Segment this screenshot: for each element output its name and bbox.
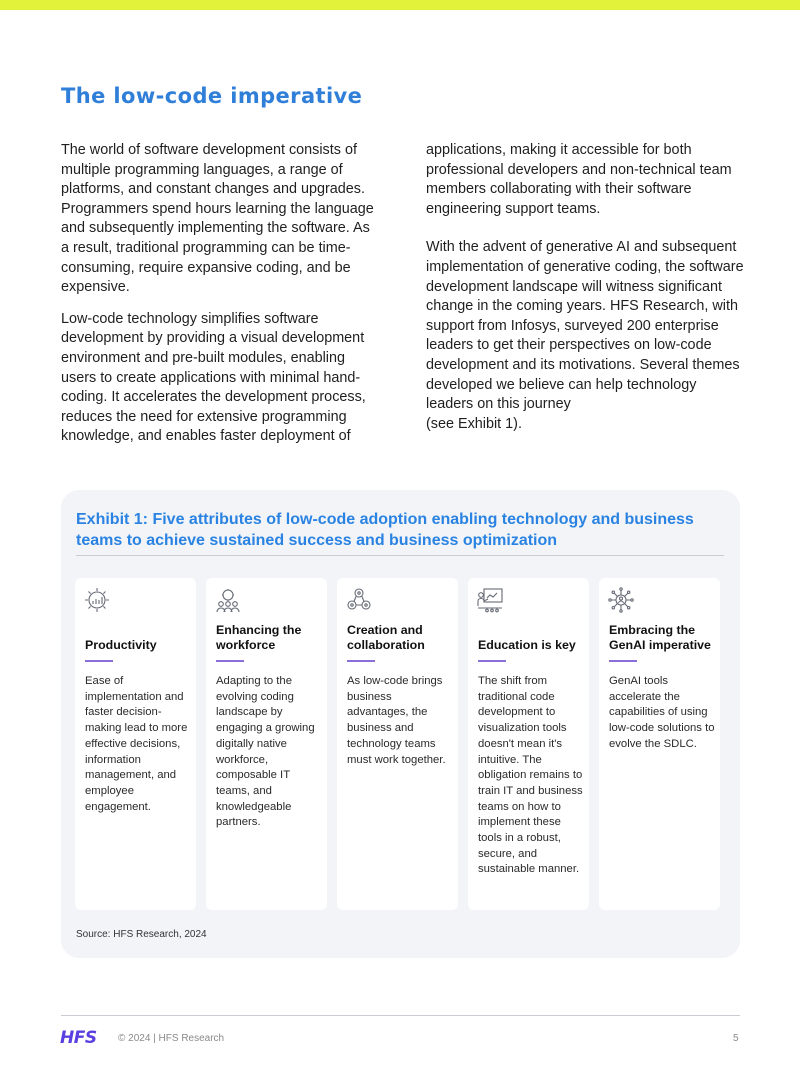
card-accent-line bbox=[347, 660, 375, 662]
attribute-card-workforce bbox=[206, 578, 327, 910]
footer-divider bbox=[61, 1015, 740, 1016]
exhibit-divider bbox=[76, 555, 724, 556]
page-number: 5 bbox=[733, 1033, 739, 1044]
collaboration-icon bbox=[345, 586, 373, 614]
card-title: Creation and collaboration bbox=[347, 622, 425, 653]
page-title: The low-code imperative bbox=[61, 84, 363, 108]
exhibit-title: Exhibit 1: Five attributes of low-code adoption enabling technology and business teams to achieve sustained success and business optimization bbox=[76, 511, 694, 549]
paragraph: Low-code technology simplifies software development by providing a visual development environment and pre-built modules, enabling users to create applications with minimal hand-coding. It accelerates the development process, reduces the need for extensive programming knowledge, and enables faster deployment of bbox=[61, 310, 366, 445]
attribute-card-education bbox=[468, 578, 589, 910]
card-accent-line bbox=[85, 660, 113, 662]
card-accent-line bbox=[478, 660, 506, 662]
exhibit-reference: (see Exhibit 1). bbox=[426, 415, 522, 432]
left-text-column bbox=[61, 141, 379, 459]
card-body: Adapting to the evolving coding landscape by engaging a growing digitally native workforce, composable IT teams, and knowledgeable partners. bbox=[216, 675, 315, 829]
paragraph: applications, making it accessible for both professional developers and non-technical team members collaborating with their software engineering support teams. bbox=[426, 142, 732, 217]
paragraph: The world of software development consists of multiple programming languages, a range of platforms, and constant changes and upgrades. Programmers spend hours learning the language and subsequently implementing the software. As a result, traditional programming can be time-consuming, require expansive coding, and be expensive. bbox=[61, 142, 374, 296]
card-body: As low-code brings business advantages, the business and technology teams must work together. bbox=[347, 675, 446, 766]
card-accent-line bbox=[216, 660, 244, 662]
paragraph-text: With the advent of generative AI and subsequent implementation of generative coding, the software development landscape will witness significant change in the coming years. HFS Research, with support from Infosys, surveyed 200 enterprise leaders to get their perspectives on low-code development and its motivations. Several themes developed we believe can help technology leaders on this journey bbox=[426, 239, 744, 413]
attribute-card-productivity bbox=[75, 578, 196, 910]
ai-network-icon bbox=[607, 586, 635, 614]
right-text-column bbox=[426, 141, 746, 434]
teacher-board-icon bbox=[476, 586, 504, 614]
hfs-logo: HFS bbox=[60, 1028, 97, 1048]
attribute-card-genai bbox=[599, 578, 720, 910]
card-accent-line bbox=[609, 660, 637, 662]
paragraph bbox=[426, 238, 746, 434]
exhibit-panel bbox=[61, 490, 740, 958]
card-title: Productivity bbox=[85, 638, 157, 653]
card-body: Ease of implementation and faster decision-making lead to more effective decisions, information management, and employee engagement. bbox=[85, 675, 188, 813]
attribute-card-collaboration bbox=[337, 578, 458, 910]
top-accent-bar bbox=[0, 0, 800, 10]
card-title: Education is key bbox=[478, 638, 576, 653]
exhibit-source: Source: HFS Research, 2024 bbox=[76, 929, 207, 940]
team-gear-icon bbox=[214, 586, 242, 614]
attribute-cards bbox=[75, 578, 723, 910]
gear-chart-icon bbox=[83, 586, 111, 614]
card-body: The shift from traditional code development to visualization tools doesn't mean it's intuitive. The obligation remains to train IT and business teams on how to implement these tools in a robust, secure, and sustainable manner. bbox=[478, 675, 583, 876]
card-title: Enhancing the workforce bbox=[216, 622, 302, 653]
card-title: Embracing the GenAI imperative bbox=[609, 622, 711, 653]
footer-copyright: © 2024 | HFS Research bbox=[118, 1033, 225, 1044]
card-body: GenAI tools accelerate the capabilities of using low-code solutions to evolve the SDLC. bbox=[609, 675, 715, 750]
